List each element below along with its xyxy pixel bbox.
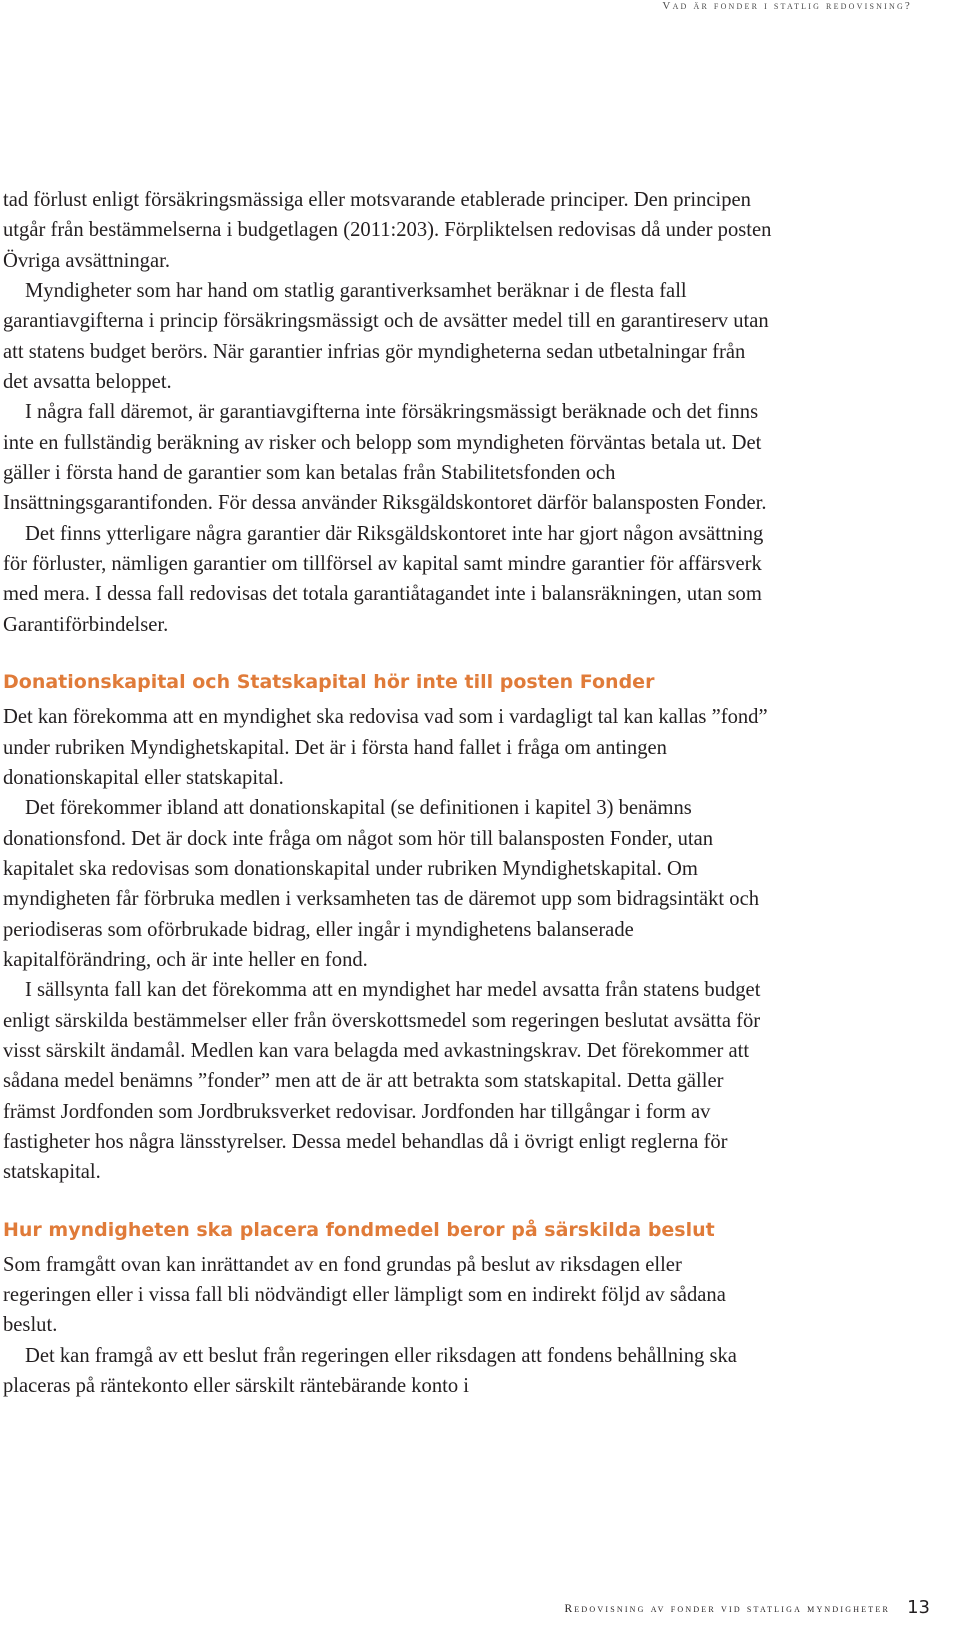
section-heading-donationskapital: Donationskapital och Statskapital hör inte till posten Fonder — [3, 671, 655, 694]
paragraph: Det kan framgå av ett beslut från regeringen eller riksdagen att fondens behållning ska placeras på räntekonto eller särskilt räntebärande konto i — [3, 1344, 737, 1398]
footer-title: Redovisning av fonder vid statliga myndigheter — [564, 1603, 890, 1615]
body-text — [3, 185, 773, 1401]
running-head: Vad är fonder i statlig redovisning? — [662, 0, 912, 12]
paragraph: tad förlust enligt försäkringsmässiga eller motsvarande etablerade principer. Den principen utgår från bestämmelserna i budgetlagen (2011:203). Förpliktelsen redovisas då under posten Övriga avsättningar. — [3, 189, 772, 272]
paragraph: Det kan förekomma att en myndighet ska redovisa vad som i vardagligt tal kan kallas ”fond” under rubriken Myndighetskapital. Det är i första hand fallet i fråga om antingen donationskapital eller statskapital. — [3, 706, 768, 789]
paragraph: Det förekommer ibland att donationskapital (se definitionen i kapitel 3) benämns donationsfond. Det är dock inte fråga om något som hör till balansposten Fonder, utan kapitalet ska redovisas som donationskapital under rubriken Myndighetskapital. Om myndigheten får förbruka medlen i verksamheten tas de däremot upp som bidragsintäkt och periodiseras som oförbrukade bidrag, eller ingår i myndighetens balanserade kapitalförändring, och är inte heller en fond. — [3, 797, 760, 971]
paragraph: Myndigheter som har hand om statlig garantiverksamhet beräknar i de flesta fall garantiavgifterna i princip försäkringsmässigt och de avsätter medel till en garantireserv utan att statens budget berörs. När garantier infrias gör myndigheterna sedan utbetalningar från det avsatta beloppet. — [3, 280, 769, 394]
section-heading-placera-fondmedel: Hur myndigheten ska placera fondmedel beror på särskilda beslut — [3, 1218, 715, 1241]
paragraph: I sällsynta fall kan det förekomma att en myndighet har medel avsatta från statens budget enligt särskilda bestämmelser eller från överskottsmedel som regeringen beslutat avsätta för visst särskilt ändamål. Medlen kan vara belagda med avkastningskrav. Det förekommer att sådana medel benämns ”fonder” men att de är att betrakta som statskapital. Detta gäller främst Jordfonden som Jordbruksverket redovisar. Jordfonden har tillgångar i form av fastigheter hos några länsstyrelser. Dessa medel behandlas då i övrigt enligt reglerna för statskapital. — [3, 979, 761, 1184]
page-number: 13 — [907, 1597, 930, 1618]
paragraph: Det finns ytterligare några garantier där Riksgäldskontoret inte har gjort någon avsättning för förluster, nämligen garantier om tillförsel av kapital samt mindre garantier för affärsverk med mera. I dessa fall redovisas det totala garantiåtagandet inte i balansräkningen, utan som Garantiförbindelser. — [3, 522, 764, 636]
paragraph: I några fall däremot, är garantiavgifterna inte försäkringsmässigt beräknade och det finns inte en fullständig beräkning av risker och belopp som myndigheten förväntas betala ut. Det gäller i första hand de garantier som kan betalas från Stabilitetsfonden och Insättningsgarantifonden. För dessa använder Riksgäldskontoret därför balansposten Fonder. — [3, 401, 767, 515]
page-footer — [0, 1597, 960, 1621]
paragraph: Som framgått ovan kan inrättandet av en fond grundas på beslut av riksdagen eller regeringen eller i vissa fall bli nödvändigt eller lämpligt som en indirekt följd av sådana beslut. — [3, 1253, 726, 1337]
